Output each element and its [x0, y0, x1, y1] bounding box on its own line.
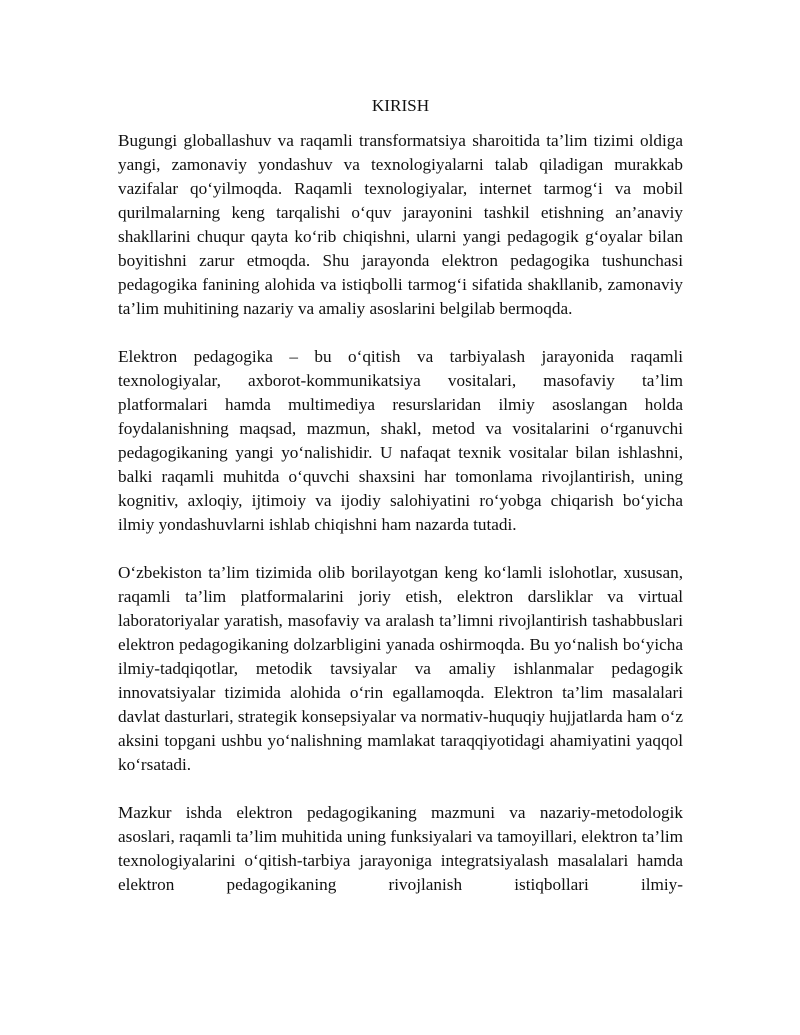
- document-title: KIRISH: [371, 96, 430, 115]
- paragraph-3: O‘zbekiston ta’lim tizimida olib borilayotgan keng ko‘lamli islohotlar, xususan, raqamli ta’lim platformalarini joriy etish, elektron darsliklar va virtual laboratoriyalar yaratish, masofaviy va aralash ta’limni rivojlantirish tashabbuslari elektron pedagogikaning dolzarbligini yanada oshirmoqda. Bu yo‘nalish bo‘yicha ilmiy-tadqiqotlar, metodik tavsiyalar va amaliy ishlanmalar pedagogik innovatsiyalar tizimida alohida o‘rin egallamoqda. Elektron ta’lim masalalari davlat dasturlari, strategik konsepsiyalar va normativ-huquqiy hujjatlarda ham o‘z aksini topgani ushbu yo‘nalishning mamlakat taraqqiyotidagi ahamiyatini yaqqol ko‘rsatadi.: [118, 563, 683, 774]
- paragraph-2: Elektron pedagogika – bu o‘qitish va tarbiyalash jarayonida raqamli texnologiyalar, axborot-kommunikatsiya vositalari, masofaviy ta’lim platformalari hamda multimediya resurslaridan ilmiy asoslangan holda foydalanishning maqsad, mazmun, shakl, metod va vositalarini o‘rganuvchi pedagogikaning yangi yo‘nalishidir. U nafaqat texnik vositalar bilan ishlashni, balki raqamli muhitda o‘quvchi shaxsini har tomonlama rivojlantirish, uning kognitiv, axloqiy, ijtimoiy va ijodiy salohiyatini ro‘yobga chiqarish bo‘yicha ilmiy yondashuvlarni ishlab chiqishni ham nazarda tutadi.: [118, 347, 683, 534]
- document-page: [118, 0, 683, 897]
- paragraph-1: Bugungi globallashuv va raqamli transformatsiya sharoitida ta’lim tizimi oldiga yangi, zamonaviy yondashuv va texnologiyalarni talab qiladigan murakkab vazifalar qo‘yilmoqda. Raqamli texnologiyalar, internet tarmog‘i va mobil qurilmalarning keng tarqalishi o‘quv jarayonini tashkil etishning an’anaviy shakllarini chuqur qayta ko‘rib chiqishni, ularni yangi pedagogik g‘oyalar bilan boyitishni zarur etmoqda. Shu jarayonda elektron pedagogika tushunchasi pedagogika fanining alohida va istiqbolli tarmog‘i sifatida shakllanib, zamonaviy ta’lim muhitining nazariy va amaliy asoslarini belgilab bermoqda.: [118, 131, 683, 318]
- paragraph-4: Mazkur ishda elektron pedagogikaning mazmuni va nazariy-metodologik asoslari, raqamli ta’lim muhitida uning funksiyalari va tamoyillari, elektron ta’lim texnologiyalarini o‘qitish-tarbiya jarayoniga integratsiyalash masalalari hamda elektron pedagogikaning rivojlanish istiqbollari ilmiy-: [118, 803, 683, 894]
